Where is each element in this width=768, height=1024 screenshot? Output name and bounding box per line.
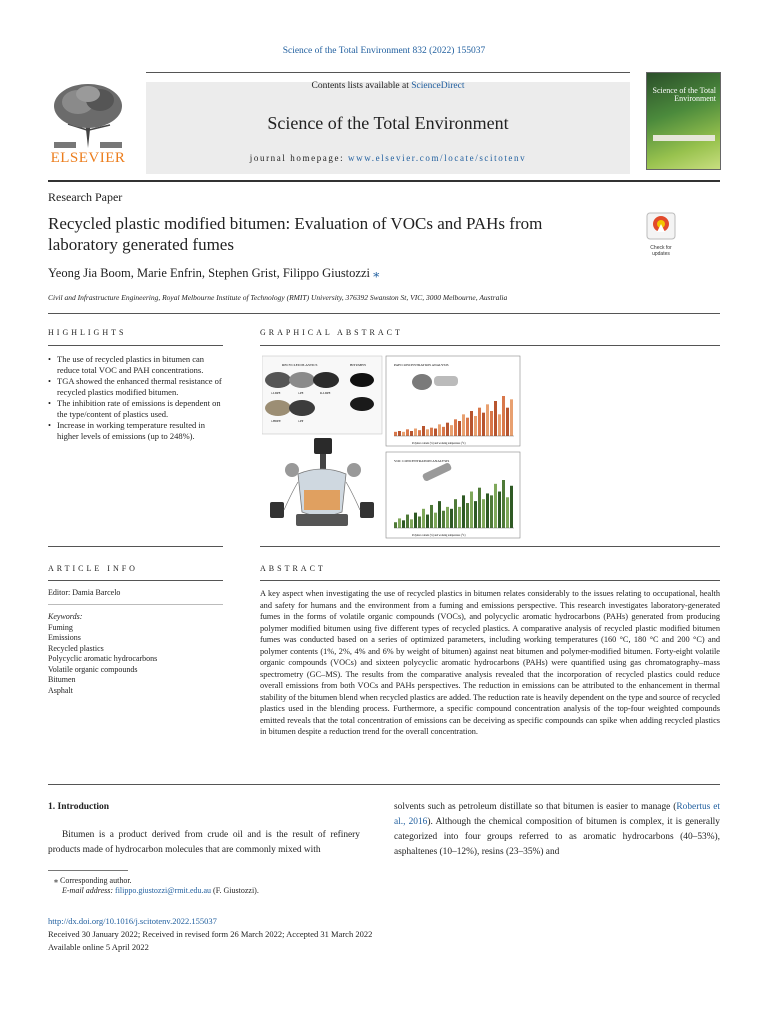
- ga-bar: [510, 399, 513, 436]
- ga-bar: [438, 501, 441, 528]
- crossmark-icon: [646, 212, 676, 240]
- elsevier-wordmark: ELSEVIER: [50, 150, 126, 166]
- ga-bar: [394, 432, 397, 436]
- keyword: Bitumen: [48, 675, 76, 684]
- article-type: Research Paper: [48, 190, 123, 204]
- ga-pah-molecule-image: [412, 374, 432, 390]
- ga-bar: [498, 414, 501, 436]
- ga-sample-label: r-PP: [298, 419, 304, 423]
- ga-bar: [462, 495, 465, 528]
- article-title: Recycled plastic modified bitumen: Evaluation of VOCs and PAHs from laboratory generated fumes: [48, 214, 543, 254]
- contents-line: [146, 81, 630, 91]
- ga-bar: [434, 513, 437, 528]
- header-top-rule: [146, 72, 630, 73]
- ga-bar: [482, 499, 485, 528]
- ga-bar: [454, 499, 457, 528]
- ga-sample-label: r-HDPE: [271, 419, 281, 423]
- journal-title: Science of the Total Environment: [267, 113, 509, 133]
- email-label: E-mail address:: [62, 886, 116, 895]
- homepage-link[interactable]: www.elsevier.com/locate/scitotenv: [348, 153, 527, 163]
- ga-bar: [454, 419, 457, 436]
- check-for-updates-badge[interactable]: [646, 212, 676, 257]
- keyword: Fuming: [48, 622, 73, 632]
- ga-sample-label: r-LDPE: [271, 391, 281, 395]
- ga-bar: [474, 416, 477, 436]
- ga-bar: [410, 519, 413, 528]
- ga-sample-pellets: [313, 372, 339, 388]
- ga-bar: [398, 518, 401, 528]
- ga-bar: [402, 432, 405, 436]
- journal-homepage: [146, 153, 630, 163]
- keyword: Volatile organic compounds: [48, 664, 138, 674]
- keywords-block: [48, 612, 223, 696]
- ga-bar: [442, 427, 445, 436]
- keyword: Polycyclic aromatic hydrocarbons: [48, 654, 158, 663]
- intro-heading: 1. Introduction: [48, 802, 110, 812]
- corresponding-author-note: Corresponding author.: [60, 876, 132, 885]
- ga-bar: [410, 431, 413, 436]
- ga-bar: [446, 423, 449, 436]
- ga-bar: [450, 425, 453, 436]
- highlights-list: [48, 354, 223, 442]
- doi-link[interactable]: http://dx.doi.org/10.1016/j.scitotenv.2022.155037: [48, 916, 217, 926]
- ga-sample-pellets: [265, 400, 291, 416]
- highlights-heading: HIGHLIGHTS: [48, 328, 127, 337]
- keyword: Recycled plastics: [48, 643, 104, 653]
- journal-cover-image[interactable]: [646, 72, 721, 170]
- ga-voc-axis-caption: Polymer content (%) and working temperature (°C): [412, 534, 466, 537]
- ga-bar: [502, 396, 505, 436]
- highlight-item: • TGA showed the enhanced thermal resistance of recycled plastics modified bitumen.: [48, 376, 223, 398]
- corresponding-author-mark[interactable]: ⁎: [373, 266, 380, 280]
- ga-bar: [506, 408, 509, 436]
- abstract-rule: [260, 580, 720, 581]
- editor-rule: [48, 604, 223, 605]
- highlight-item: • The use of recycled plastics in bitumen can reduce total VOC and PAH concentrations.: [48, 354, 223, 376]
- ga-bar: [494, 401, 497, 436]
- ga-bar: [478, 488, 481, 528]
- ga-bar: [406, 515, 409, 528]
- ga-bar: [486, 404, 489, 436]
- article-info-heading: ARTICLE INFO: [48, 564, 138, 573]
- intro-left-paragraph: Bitumen is a product derived from crude oil and is the result of refinery products made of hydrocarbon molecules that are commonly mixed with: [48, 830, 360, 855]
- article-info-top-rule: [48, 546, 223, 547]
- ga-bar: [394, 522, 397, 528]
- ga-bar: [430, 428, 433, 436]
- ga-bar: [478, 408, 481, 436]
- authors: Yeong Jia Boom, Marie Enfrin, Stephen Grist, Filippo Giustozzi: [48, 266, 370, 280]
- ga-bar: [458, 507, 461, 528]
- author-list: [48, 265, 379, 281]
- ga-bitumen-sample: [350, 397, 374, 411]
- contents-prefix: Contents lists available at: [311, 81, 412, 91]
- ga-bar: [462, 414, 465, 436]
- elsevier-tree-logo: [48, 80, 128, 150]
- ga-bar: [446, 507, 449, 528]
- ga-sample-pellets: [289, 372, 315, 388]
- graphical-abstract-heading: GRAPHICAL ABSTRACT: [260, 328, 403, 337]
- ga-bar: [510, 486, 513, 528]
- ga-bar: [490, 411, 493, 436]
- sciencedirect-link[interactable]: ScienceDirect: [411, 81, 465, 91]
- ga-bar: [426, 429, 429, 436]
- ga-bar: [438, 424, 441, 436]
- ga-bar: [470, 492, 473, 528]
- ga-bar: [494, 484, 497, 528]
- ga-bar: [506, 497, 509, 528]
- ga-bar: [398, 431, 401, 436]
- affiliation: Civil and Infrastructure Engineering, Royal Melbourne Institute of Technology (RMIT) University, 376392 Swanston St, VIC, 3000 Melbourne, Australia: [48, 293, 508, 302]
- ga-sample-label: r-PE: [298, 391, 304, 395]
- ga-bar: [474, 501, 477, 528]
- ga-bar: [502, 480, 505, 528]
- intro-right-paragraph: [394, 800, 720, 860]
- ga-bitumen-label: BITUMEN: [350, 363, 366, 367]
- cover-strip: [653, 135, 715, 141]
- citation-link[interactable]: Robertus et al., 2016: [394, 802, 721, 827]
- keyword: Asphalt: [48, 685, 73, 695]
- ga-bar: [470, 411, 473, 436]
- ga-bar: [402, 520, 405, 528]
- ga-lab-apparatus: [270, 438, 374, 526]
- article-info-rule: [48, 580, 223, 581]
- abstract-heading: ABSTRACT: [260, 564, 326, 573]
- journal-reference[interactable]: Science of the Total Environment 832 (2022) 155037: [282, 46, 486, 56]
- ga-recycled-plastics-label: RECYCLED PLASTICS: [282, 363, 318, 367]
- highlight-item: • Increase in working temperature resulted in higher levels of emissions (up to 248%).: [48, 420, 223, 442]
- ga-bar: [434, 429, 437, 437]
- author-email-link[interactable]: filippo.giustozzi@rmit.edu.au: [115, 886, 212, 895]
- graphical-abstract-figure[interactable]: [262, 352, 522, 542]
- ga-pah-axis-caption: Polymer content (%) and working temperature (°C): [412, 442, 466, 445]
- available-online: Available online 5 April 2022: [48, 942, 149, 952]
- ga-sample-pellets: [289, 400, 315, 416]
- ga-bar: [458, 421, 461, 436]
- graphical-abstract-rule: [260, 345, 720, 346]
- footnote-mark: ⁎: [54, 876, 58, 885]
- highlights-top-rule: [48, 313, 720, 314]
- editor: Editor: Damia Barcelo: [48, 588, 121, 597]
- footnote-rule: [48, 870, 128, 871]
- received-dates: Received 30 January 2022; Received in revised form 26 March 2022; Accepted 31 March 2022: [48, 929, 373, 939]
- ga-bar: [482, 413, 485, 436]
- ga-pah-chart-title: PAH CONCENTRATION ANALYSIS: [394, 363, 449, 367]
- abstract-top-rule: [260, 546, 720, 547]
- ga-bar: [406, 429, 409, 436]
- ga-sample-label: R-LDPE: [320, 391, 331, 395]
- crossmark-label: Check for updates: [650, 245, 672, 257]
- ga-bar: [426, 515, 429, 528]
- highlight-item: • The inhibition rate of emissions is dependent on the type/content of plastics used.: [48, 398, 223, 420]
- ga-bar: [422, 426, 425, 436]
- homepage-prefix: journal homepage:: [249, 153, 349, 163]
- footnote: [54, 876, 454, 896]
- ga-bar: [450, 509, 453, 528]
- ga-pah-tube-image: [434, 376, 458, 386]
- email-suffix: (F. Giustozzi).: [211, 886, 259, 895]
- ga-bar: [414, 429, 417, 437]
- ga-bar: [490, 495, 493, 528]
- keyword: Emissions: [48, 633, 81, 642]
- keywords-label: Keywords:: [48, 612, 83, 621]
- ga-sample-pellets: [265, 372, 291, 388]
- intro-right-post: ). Although the chemical composition of bitumen is complex, it is generally categorized into four groups referred to as aromatic hydrocarbons (40–53%), asphaltenes (10–12%), resins (23–35%) and: [394, 817, 720, 857]
- intro-right-pre: solvents such as petroleum distillate so that bitumen is easier to manage (: [394, 802, 677, 812]
- header-bottom-rule: [48, 180, 720, 182]
- ga-voc-chart-title: VOC CONCENTRATION ANALYSIS: [394, 459, 450, 463]
- ga-bar: [498, 492, 501, 528]
- ga-bar: [442, 511, 445, 528]
- abstract-text: A key aspect when investigating the use of recycled plastics in bitumen relates considerably to the issues relating to occupational, health and safety for humans and the environment from a fuming and emissions perspective. This research investigates laboratory-generated fumes in the forms of volatile organic compounds (VOCs), and polycyclic aromatic hydrocarbons (PAHs) generated from producing polymer modified bitumen using five different types of recycled plastics. A comparative analysis of recycled plastic modified bitumen fumes was conducted based on a series of optimized parameters, including working temperatures (160 °C, 180 °C and 200 °C) and polymer contents (1%, 2%, 4% and 6% by weight of bitumen) against neat bitumen and polymer-modified bitumen. Forty-eight volatile organic compounds (VOCs) and sixteen polycyclic aromatic hydrocarbons (PAHs) were quantified using gas chromatography–mass spectrometry (GC–MS). The results from the comparative analysis revealed that the incorporation of recycled plastics could reduce overall emissions from both VOCs and PAHs perspectives. The reduction in emissions can be attributed to the enhancement in thermal stability of the bitumen blend when recycled plastics are added. The reduction rate is heavily dependent on the type and source of recycled plastics used in the blending process. Furthermore, a specific compound concentration analysis of the top-four weighted compounds emitted reveals that the total concentration of emissions can be deceiving as specific compounds can spike when adding recycled plastics in bitumen despite a reduction trend for the overall concentration.: [260, 589, 720, 736]
- ga-bitumen-sample: [350, 373, 374, 387]
- abstract-bottom-rule: [48, 784, 720, 785]
- ga-bar: [418, 430, 421, 436]
- highlights-rule: [48, 345, 223, 346]
- ga-bar: [418, 516, 421, 528]
- ga-bar: [414, 513, 417, 528]
- ga-bar: [422, 509, 425, 528]
- ga-bar: [466, 503, 469, 528]
- ga-bar: [466, 418, 469, 436]
- ga-bar: [486, 493, 489, 528]
- ga-bar: [430, 505, 433, 528]
- cover-title: Science of the Total Environment: [652, 86, 716, 103]
